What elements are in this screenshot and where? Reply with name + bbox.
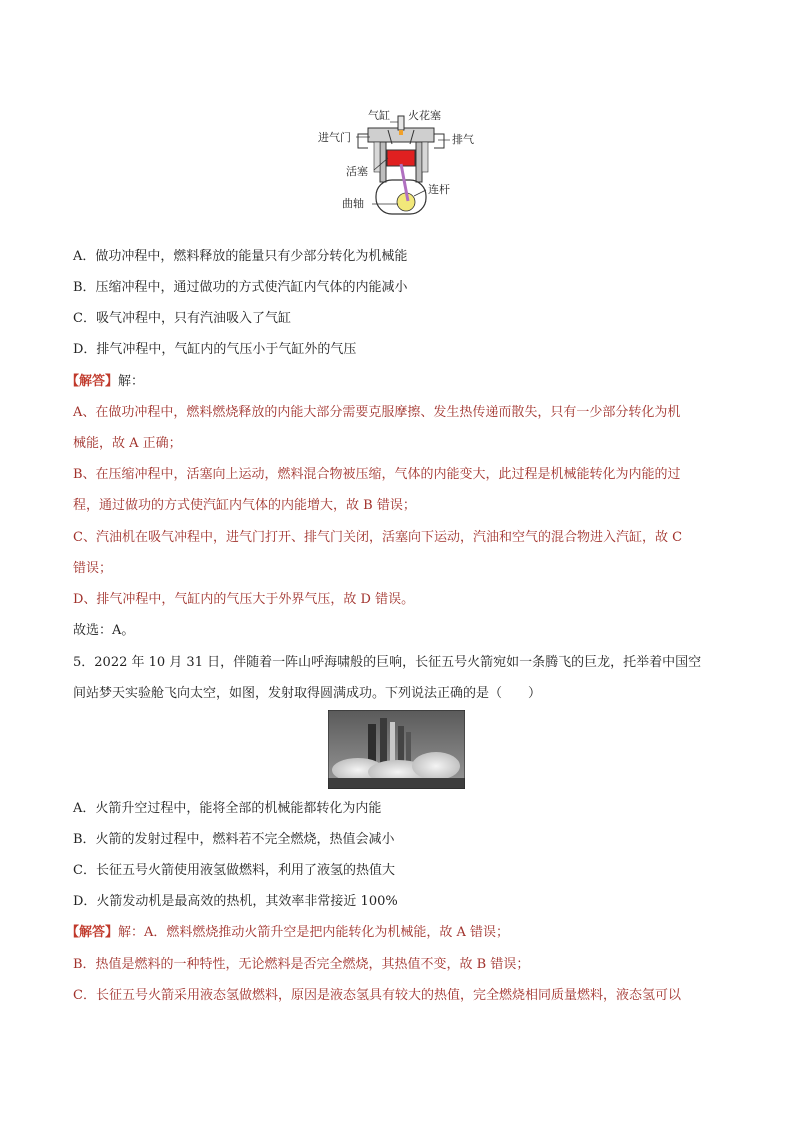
rocket-launch-photo [328, 710, 465, 789]
q4-option-a: A．做功冲程中，燃料释放的能量只有少部分转化为机械能 [73, 249, 408, 264]
answer-tag: 【解答】 [66, 925, 119, 940]
q4-answer-line-4: 程，通过做功的方式使汽缸内气体的内能增大，故 B 错误； [73, 498, 416, 513]
q4-choice: 故选：A。 [73, 623, 135, 638]
q5-answer-first-line [66, 924, 509, 942]
answer-first: 解：A．燃料燃烧推动火箭升空是把内能转化为机械能，故 A 错误； [118, 925, 510, 940]
label-crankshaft: 曲轴 [342, 197, 364, 210]
q5-option-a: A．火箭升空过程中，能将全部的机械能都转化为内能 [73, 801, 382, 816]
q4-answer-line-3: B、在压缩冲程中，活塞向上运动，燃料混合物被压缩，气体的内能变大，此过程是机械能转化为内能的过 [73, 467, 681, 482]
label-exhaust: 排气 [452, 133, 474, 146]
label-cylinder: 气缸 [368, 109, 390, 122]
q5-option-c: C．长征五号火箭使用液氢做燃料，利用了液氢的热值大 [73, 863, 395, 878]
q4-answer-line-6: 错误； [73, 561, 113, 576]
q5-stem-line-2: 间站梦天实验舱飞向太空，如图，发射取得圆满成功。下列说法正确的是（ ） [73, 686, 542, 701]
answer-head: 解： [118, 374, 145, 389]
q4-answer-line-2: 械能，故 A 正确； [73, 436, 182, 451]
q5-answer-line-2: C．长征五号火箭采用液态氢做燃料，原因是液态氢具有较大的热值，完全燃烧相同质量燃料，液态氢可以 [73, 988, 681, 1003]
q5-option-b: B．火箭的发射过程中，燃料若不完全燃烧，热值会减小 [73, 832, 395, 847]
q4-answer-header [66, 373, 144, 391]
label-spark-plug: 火花塞 [408, 109, 441, 122]
q5-answer-line-1: B．热值是燃料的一种特性，无论燃料是否完全燃烧，其热值不变，故 B 错误； [73, 957, 530, 972]
q5-option-d: D．火箭发动机是最高效的热机，其效率非常接近 100% [73, 894, 398, 909]
q4-answer-line-1: A、在做功冲程中，燃料燃烧释放的内能大部分需要克服摩擦、发生热传递而散失，只有一少部分转化为机 [73, 405, 681, 420]
label-connecting-rod: 连杆 [428, 183, 450, 196]
answer-tag: 【解答】 [66, 374, 119, 389]
q4-option-c: C．吸气冲程中，只有汽油吸入了气缸 [73, 311, 291, 326]
label-piston: 活塞 [346, 165, 368, 178]
engine-diagram [318, 104, 478, 216]
q4-answer-line-7: D、排气冲程中，气缸内的气压大于外界气压，故 D 错误。 [73, 592, 415, 607]
q5-stem-line-1: 5．2022 年 10 月 31 日，伴随着一阵山呼海啸般的巨响，长征五号火箭宛如一条腾飞的巨龙，托举着中国空 [73, 655, 702, 670]
q4-option-b: B．压缩冲程中，通过做功的方式使汽缸内气体的内能减小 [73, 280, 408, 295]
label-intake-valve: 进气门 [318, 131, 351, 144]
q4-option-d: D．排气冲程中，气缸内的气压小于气缸外的气压 [73, 342, 357, 357]
rocket-launch-image [328, 710, 465, 789]
q4-answer-line-5: C、汽油机在吸气冲程中，进气门打开、排气门关闭，活塞向下运动，汽油和空气的混合物进入汽缸，故 C [73, 530, 683, 545]
